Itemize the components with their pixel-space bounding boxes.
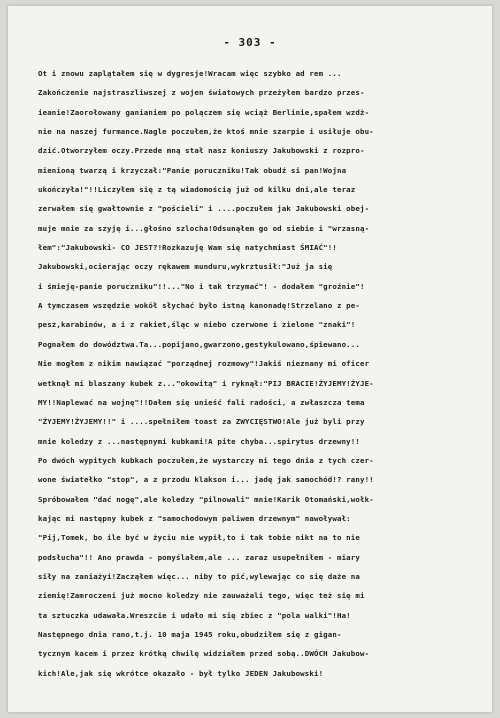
text-line: "Pij,Tomek, bo ile być w życiu nie wypił,to i tak tobie nikt na to nie bbox=[38, 533, 360, 543]
text-line: Po dwóch wypitych kubkach poczułem,że wystarczy mi tego dnia z tych czer- bbox=[38, 455, 374, 465]
text-line: wetknął mi blaszany kubek z..."okowitą" i ryknął:"PIJ BRACIE!ŻYJEMY!ŻYJE- bbox=[38, 378, 374, 388]
text-line: podsłucha"!! Ano prawda - pomyślałem,ale ... zaraz usupełniłem - miary bbox=[38, 552, 360, 562]
text-line: kich!Ale,jak się wkrótce okazało - był tylko JEDEN Jakubowski! bbox=[38, 668, 324, 678]
text-line: pesz,karabinów, a i z rakiet,śląc w niebo czerwone i zielone "znaki"! bbox=[38, 320, 356, 330]
text-line: zerwałem się gwałtownie z "pościeli" i ....poczułem jak Jakubowski obej- bbox=[38, 204, 370, 214]
text-line: kając mi następny kubek z "samochodowym paliwem drzewnym" nawoływał: bbox=[38, 513, 351, 523]
text-line: dzić.Otworzyłem oczy.Przede mną stał nasz koniuszy Jakubowski z rozpro- bbox=[38, 146, 365, 156]
text-body bbox=[38, 64, 478, 683]
text-line: mnie koledzy z ...następnymi kubkami!A pite chyba...spirytus drzewny!! bbox=[38, 436, 360, 446]
text-line: Nie mogłem z nikim nawiązać "porządnej rozmowy"!Jakiś nieznany mi oficer bbox=[38, 359, 370, 369]
text-line: nie na naszej furmance.Nagle poczułem,że ktoś mnie szarpie i usiłuje obu- bbox=[38, 127, 374, 137]
text-line: siły na zaniażyi!Zacząłem więc... niby to pić,wylewając co się daże na bbox=[38, 571, 360, 581]
typewritten-page bbox=[8, 6, 492, 712]
text-line: tycznym kacem i przez krótką chwilę widziałem przed sobą..DWÓCH Jakubow- bbox=[38, 649, 370, 659]
text-line: A tymczasem wszędzie wokół słychać było istną kanonadę!Strzelano z pe- bbox=[38, 301, 360, 311]
text-line: i śmieję-panie poruczniku"!!..."No i tak trzymać"! - dodałem "groźnie"! bbox=[38, 281, 365, 291]
text-line: ta sztuczka udawała.Wreszcie i udało mi się zbiec z "pola walki"!Ha! bbox=[38, 610, 351, 620]
text-line: Jakubowski,ocierając oczy rękawem munduru,wykrztusił:"Już ja się bbox=[38, 262, 333, 272]
text-line: ukończyła!"!!Liczyłem się z tą wiadomością już od kilku dni,ale teraz bbox=[38, 185, 356, 195]
text-line: Spróbowałem "dać nogę",ale koledzy "pilnowali" mnie!Karik Otomański,wołk- bbox=[38, 494, 374, 504]
text-line: mienioną twarzą i krzyczał:"Panie poruczniku!Tak obudź si pan!Wojna bbox=[38, 165, 347, 175]
text-line: Pognałem do dowództwa.Ta...popijano,gwarzono,gestykulowano,śpiewano... bbox=[38, 339, 360, 349]
text-line: MY!!Naplewać na wojnę"!!Dałem się unieść fali radości, a zwłaszcza tema bbox=[38, 397, 365, 407]
text-line: muje mnie za szyję i...głośno szlocha!Odsunąłem go od siebie i "wrzasną- bbox=[38, 223, 370, 233]
text-line: Następnego dnia rano,t.j. 10 maja 1945 roku,obudziłem się z gigan- bbox=[38, 629, 342, 639]
text-line: Ot i znowu zaplątałem się w dygresje!Wracam więc szybko ad rem ... bbox=[38, 69, 342, 78]
text-line: "ŻYJEMY!ŻYJEMY!!" i ....spełniłem toast za ZWYCIĘSTWO!Ale już byli przy bbox=[38, 417, 365, 427]
page-number: - 303 - bbox=[223, 36, 277, 49]
text-line: ziemię!Zamroczeni już mocno koledzy nie zauważali tego, więc też się mi bbox=[38, 591, 365, 601]
text-line: ieanie!Zaorołowany ganianiem po polączem się wciąż Berlinie,spałem wzdż- bbox=[38, 107, 370, 117]
text-line: wone światełko "stop", a z przodu klakson i... jadę jak samochód!? rany!! bbox=[38, 475, 374, 485]
text-line: Zakończenie najstraszliwszej z wojen światowych przeżyłem bardzo przes- bbox=[38, 88, 365, 98]
text-line: łem":"Jakubowski- CO JEST?!Rozkazuję Wam się natychmiast ŚMIAĆ"!! bbox=[38, 243, 337, 253]
